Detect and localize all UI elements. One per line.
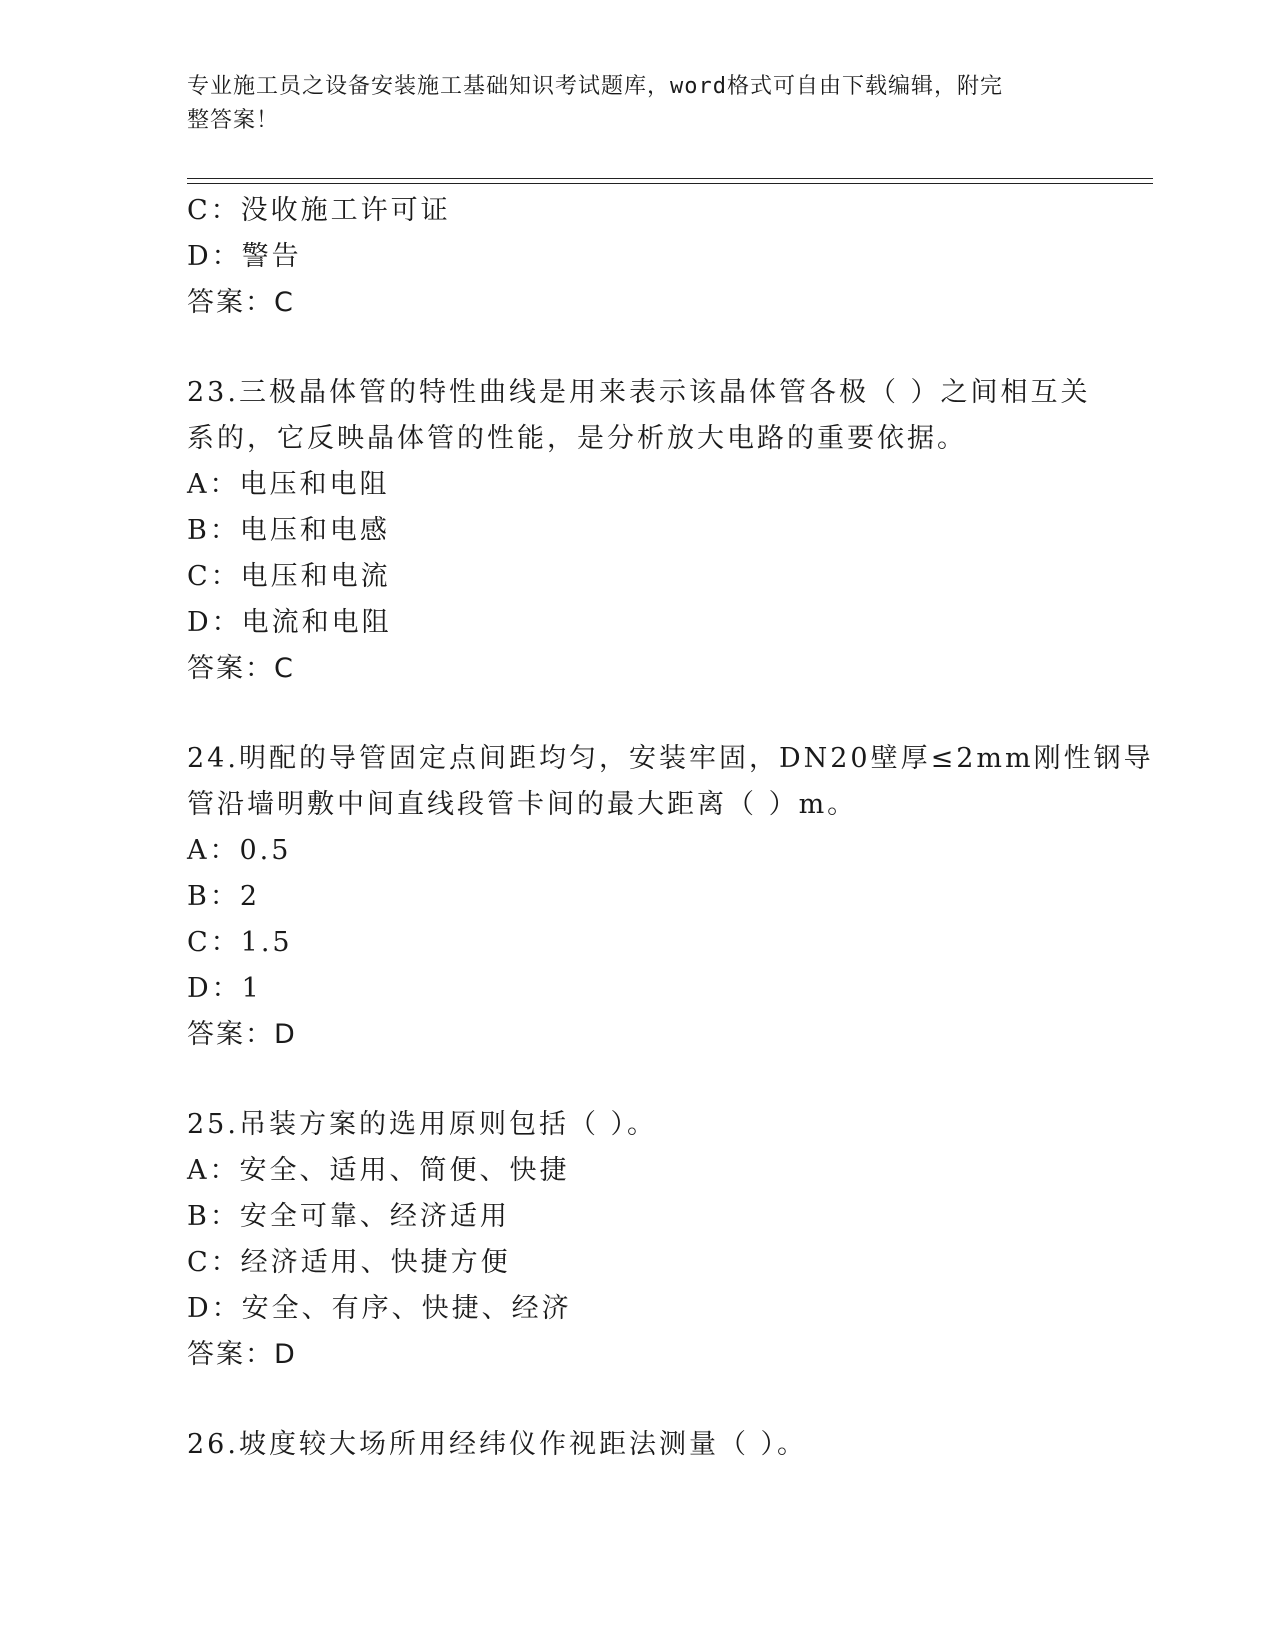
- header-rule-bottom: [187, 183, 1153, 184]
- question-26: [187, 1422, 1147, 1468]
- option-c: C：没收施工许可证: [187, 195, 451, 226]
- question-stem: 26.坡度较大场所用经纬仪作视距法测量（ ）。: [187, 1429, 808, 1460]
- question-23: [187, 370, 1147, 692]
- question-22-tail: [187, 188, 1147, 326]
- option-c: C：电压和电流: [187, 561, 391, 592]
- question-stem: 24.明配的导管固定点间距均匀，安装牢固，DN20壁厚≤2mm刚性钢导: [187, 743, 1154, 774]
- option-b: B：2: [187, 881, 261, 912]
- option-d: D：电流和电阻: [187, 607, 392, 638]
- question-stem: 23.三极晶体管的特性曲线是用来表示该晶体管各极（ ）之间相互关: [187, 377, 1091, 408]
- answer: 答案：C: [187, 287, 295, 318]
- answer: 答案：C: [187, 653, 295, 684]
- header-line-1: 专业施工员之设备安装施工基础知识考试题库，word格式可自由下载编辑，附完: [187, 74, 1003, 99]
- question-stem-continued: 管沿墙明敷中间直线段管卡间的最大距离（ ）m。: [187, 789, 858, 820]
- option-d: D：安全、有序、快捷、经济: [187, 1293, 572, 1324]
- option-d: D：1: [187, 973, 262, 1004]
- option-d: D：警告: [187, 241, 302, 272]
- answer: 答案：D: [187, 1339, 297, 1370]
- answer: 答案：D: [187, 1019, 297, 1050]
- option-b: B：安全可靠、经济适用: [187, 1201, 510, 1232]
- option-c: C：经济适用、快捷方便: [187, 1247, 511, 1278]
- header-rule-top: [187, 178, 1153, 179]
- option-a: A：安全、适用、简便、快捷: [187, 1155, 570, 1186]
- question-24: [187, 736, 1154, 1058]
- spacer: [187, 1378, 1147, 1422]
- header-line-2: 整答案！: [187, 108, 280, 133]
- option-a: A：0.5: [187, 835, 292, 866]
- option-b: B：电压和电感: [187, 515, 390, 546]
- question-stem-continued: 系的，它反映晶体管的性能，是分析放大电路的重要依据。: [187, 423, 967, 454]
- question-stem: 25.吊装方案的选用原则包括（ ）。: [187, 1109, 658, 1140]
- spacer: [187, 692, 1147, 736]
- option-c: C：1.5: [187, 927, 293, 958]
- option-a: A：电压和电阻: [187, 469, 390, 500]
- question-list: [187, 188, 1154, 1468]
- spacer: [187, 326, 1147, 370]
- document-header: [187, 70, 1087, 138]
- question-25: [187, 1102, 1147, 1378]
- spacer: [187, 1058, 1147, 1102]
